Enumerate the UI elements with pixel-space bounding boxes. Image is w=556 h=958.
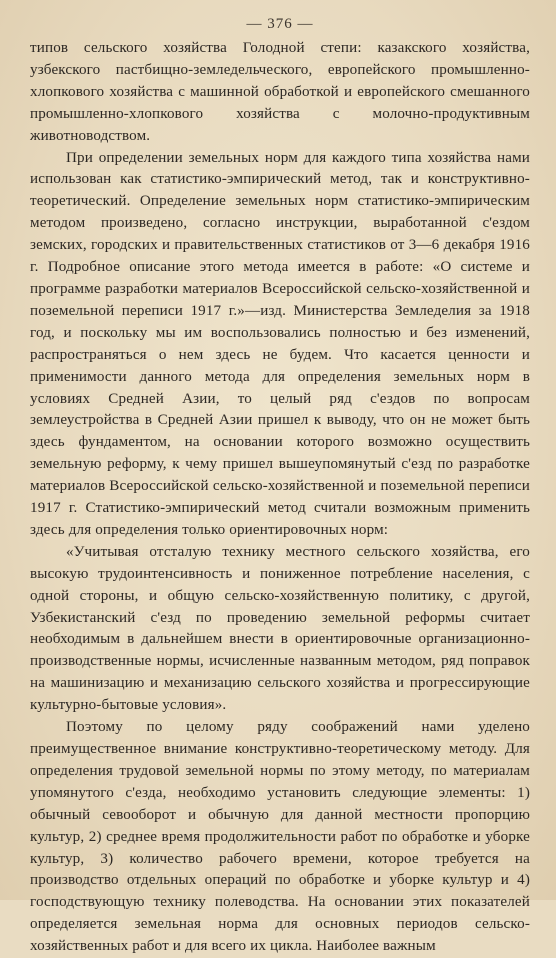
- paragraph-1: типов сельского хозяйства Голодной степи: казакского хозяйства, узбекского пастбищно-земледельческого, европейского промышленно-хлопкового хозяйства с машинной обработкой и европейского смешанного промышленно-хлопкового хозяйства с молочно-продуктивным животноводством.: [30, 40, 530, 144]
- quotation-paragraph: «Учитывая отсталую технику местного сельского хозяйства, его высокую трудоинтенсивность и пониженное потребление населения, с одной стороны, и общую сельско-хозяйственную политику, с другой, Узбекистанский с'езд по проведению земельной реформы считает необходимым в дальнейшем внести в ориентировочные организационно-производственные нормы, исчисленные названным методом, ряд поправок на машинизацию и механизацию сельского хозяйства и прогрессирующие культурно-бытовые условия».: [30, 543, 530, 714]
- page-number: — 376 —: [246, 16, 314, 32]
- body-text: [30, 38, 530, 958]
- paragraph-2: При определении земельных норм для каждого типа хозяйства нами использован как статистико-эмпирический метод, так и конструктивно-теоретический. Определение земельных норм статистико-эмпирическим методом произведено, согласно инструкции, выработанной с'ездом земских, городских и правительственных статистиков от 3—6 декабря 1916 г. Подробное описание этого метода имеется в работе: «О системе и программе разработки материалов Всероссийской сельско-хозяйственной и поземельной переписи 1917 г.»—изд. Министерства Земледелия за 1918 год, и поскольку мы им воспользовались полностью и без изменений, распространяться о нем здесь не будем. Что касается ценности и применимости данного метода для определения земельных норм в условиях Средней Азии, то целый ряд с'ездов по вопросам землеустройства в Средней Азии пришел к выводу, что он не может быть здесь фундаментом, на основании которого возможно осуществить земельную реформу, к чему пришел вышеупомянутый с'езд по разработке материалов Всероссийской сельско-хозяйственной и поземельной переписи 1917 г. Статистико-эмпирический метод считали возможным применить здесь для определения только ориентировочных норм:: [30, 149, 530, 538]
- paragraph-4: Поэтому по целому ряду соображений нами уделено преимущественное внимание конструктивно-теоретическому методу. Для определения трудовой земельной нормы по этому методу, по материалам упомянутого с'езда, необходимо установить следующие элементы: 1) обычный севооборот и обычную для данной местности пропорцию культур, 2) среднее время продолжительности работ по обработке и уборке культур, 3) количество рабочего времени, которое требуется на производство отдельных операций по обработке и уборке культур и 4) господствующую технику полеводства. На основании этих показателей определяется земельная норма для основных периодов сельско-хозяйственных работ и для всего их цикла. Наиболее важным: [30, 719, 530, 955]
